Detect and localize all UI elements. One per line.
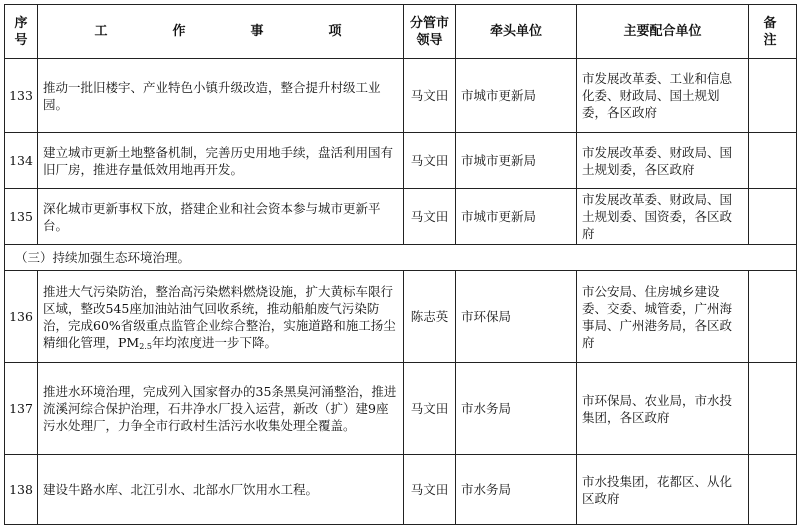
row-lead-unit: 市城市更新局 [456, 133, 577, 189]
header-leader: 分管市领导 [404, 5, 456, 59]
header-remark: 备注 [749, 5, 797, 59]
row-coop-units: 市发展改革委、财政局、国土规划委，各区政府 [577, 133, 749, 189]
table-row [5, 363, 797, 455]
row-remark [749, 455, 797, 525]
row-coop-units: 市环保局、农业局，市水投集团，各区政府 [577, 363, 749, 455]
row-task: 推进水环境治理，完成列入国家督办的35条黑臭河涌整治，推进流溪河综合保护治理，石井净水厂投入运营，新改（扩）建9座污水处理厂，力争全市行政村生活污水收集处理全覆盖。 [38, 363, 404, 455]
section-row [5, 245, 797, 271]
row-leader: 陈志英 [404, 271, 456, 363]
row-no: 134 [5, 133, 38, 189]
row-task: 深化城市更新事权下放，搭建企业和社会资本参与城市更新平台。 [38, 189, 404, 245]
row-lead-unit: 市水务局 [456, 363, 577, 455]
row-lead-unit: 市城市更新局 [456, 59, 577, 133]
table-row [5, 133, 797, 189]
section-heading: （三）持续加强生态环境治理。 [5, 245, 797, 271]
table-row [5, 455, 797, 525]
header-no: 序号 [5, 5, 38, 59]
row-leader: 马文田 [404, 133, 456, 189]
row-remark [749, 189, 797, 245]
row-remark [749, 133, 797, 189]
table-row [5, 189, 797, 245]
row-no: 136 [5, 271, 38, 363]
header-row [5, 5, 797, 59]
row-task: 推动一批旧楼宇、产业特色小镇升级改造，整合提升村级工业园。 [38, 59, 404, 133]
row-task-text: 推进大气污染防治，整治高污染燃料燃烧设施，扩大黄标车限行区域，整改545座加油站油气回收系统，推动船舶废气污染防治，完成60%省级重点监管企业综合整治，实施道路和施工扬尘精细化管理，PM [43, 283, 396, 350]
table-row [5, 271, 797, 363]
row-no: 138 [5, 455, 38, 525]
row-remark [749, 363, 797, 455]
row-coop-units: 市发展改革委、财政局、国土规划委、国资委，各区政府 [577, 189, 749, 245]
row-task-text-end: 年均浓度进一步下降。 [151, 334, 277, 350]
table-row [5, 59, 797, 133]
row-task: 建设牛路水库、北江引水、北部水厂饮用水工程。 [38, 455, 404, 525]
row-remark [749, 271, 797, 363]
row-coop-units: 市水投集团，花都区、从化区政府 [577, 455, 749, 525]
row-lead-unit: 市环保局 [456, 271, 577, 363]
row-no: 137 [5, 363, 38, 455]
row-leader: 马文田 [404, 455, 456, 525]
row-leader: 马文田 [404, 189, 456, 245]
header-task: 工 作 事 项 [38, 5, 404, 59]
row-coop-units: 市公安局、住房城乡建设委、交委、城管委，广州海事局、广州港务局，各区政府 [577, 271, 749, 363]
row-lead-unit: 市城市更新局 [456, 189, 577, 245]
row-coop-units: 市发展改革委、工业和信息化委、财政局、国土规划委，各区政府 [577, 59, 749, 133]
task-table [4, 4, 797, 525]
row-leader: 马文田 [404, 59, 456, 133]
header-coop-units: 主要配合单位 [577, 5, 749, 59]
row-remark [749, 59, 797, 133]
row-leader: 马文田 [404, 363, 456, 455]
row-no: 135 [5, 189, 38, 245]
header-lead-unit: 牵头单位 [456, 5, 577, 59]
row-task: 建立城市更新土地整备机制，完善历史用地手续，盘活利用国有旧厂房，推进存量低效用地再开发。 [38, 133, 404, 189]
row-task [38, 271, 404, 363]
row-no: 133 [5, 59, 38, 133]
pm-subscript: 2.5 [139, 341, 152, 351]
row-lead-unit: 市水务局 [456, 455, 577, 525]
